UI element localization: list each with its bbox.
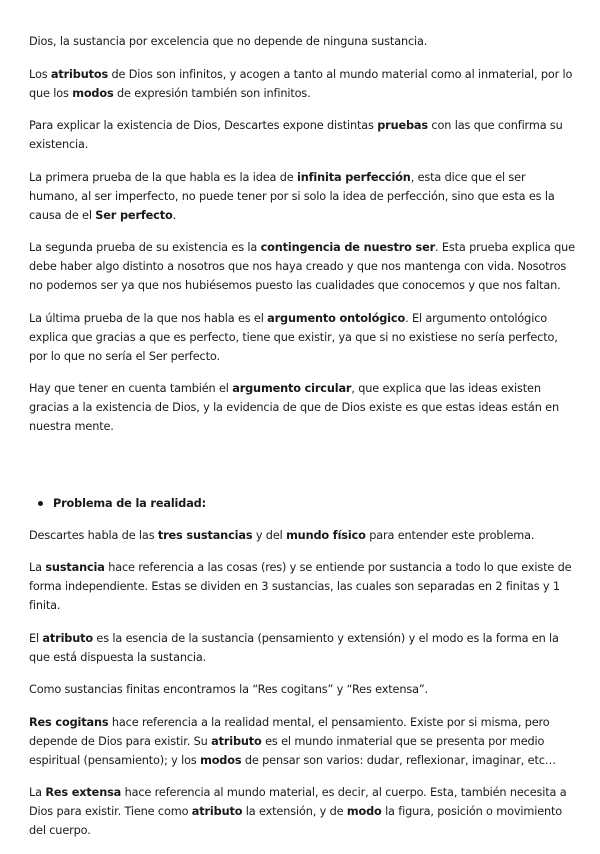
paragraph-substance: La sustancia hace referencia a las cosas (res) y se entiende por sustancia a todo lo que existe de forma independiente. Estas se dividen en 3 sustancias, las cuales son separadas en 2 finitas y 1 finita. xyxy=(29,561,572,612)
bold-term: modos xyxy=(72,86,114,100)
bold-term: infinita perfección xyxy=(297,170,411,184)
bold-term: atributo xyxy=(191,805,243,818)
bold-term: atributo xyxy=(42,631,93,645)
bold-term: Res extensa xyxy=(45,786,122,799)
bold-term: Ser perfecto xyxy=(95,208,173,222)
paragraph-res-extensa: La Res extensa hace referencia al mundo material, es decir, al cuerpo. Esta, también necesita a Dios para existir. Tiene como atributo la extensión, y de modo la figura, posición o movimiento del cuerpo. xyxy=(29,786,567,837)
section-spacer xyxy=(29,450,577,494)
paragraph-finite-substances: Como sustancias finitas encontramos la “Res cogitans” y “Res extensa”. xyxy=(29,683,429,696)
bold-term: atributo xyxy=(211,734,262,748)
paragraph-attribute: El atributo es la esencia de la sustancia (pensamiento y extensión) y el modo es la forma en la que está dispuesta la sustancia. xyxy=(29,631,559,664)
bold-term: argumento ontológico xyxy=(267,311,406,325)
bold-term: sustancia xyxy=(45,561,105,574)
bold-term: modo xyxy=(346,805,382,818)
paragraph-proofs-intro: Para explicar la existencia de Dios, Descartes expone distintas pruebas con las que confirma su existencia. xyxy=(29,119,563,151)
bold-term: argumento circular xyxy=(232,382,352,395)
bold-term: modos xyxy=(200,753,242,767)
paragraph-attributes: Los atributos de Dios son infinitos, y acogen a tanto al mundo material como al inmaterial, por lo que los modos de expresión también son infinitos. xyxy=(29,67,573,100)
section-heading: Problema de la realidad: xyxy=(53,496,206,510)
bold-term: Res cogitans xyxy=(29,715,109,729)
bold-term: pruebas xyxy=(377,119,428,132)
bullet-dot-icon xyxy=(38,501,43,506)
paragraph-first-proof: La primera prueba de la que habla es la idea de infinita perfección, esta dice que el ser humano, al ser imperfecto, no puede tener por si solo la idea de perfección, sino que esta es la causa de el Ser perfecto. xyxy=(29,170,555,222)
document-page xyxy=(29,32,577,854)
paragraph-second-proof: La segunda prueba de su existencia es la contingencia de nuestro ser. Esta prueba explica que debe haber algo distinto a nosotros que nos haya creado y que nos mantenga con vida. Nosotros no podemos ser ya que nos hubiésemos puesto las cualidades que conocemos y que nos faltan. xyxy=(29,241,575,292)
bold-term: mundo físico xyxy=(286,528,366,542)
bold-term: tres sustancias xyxy=(157,528,253,542)
paragraph-god-substance: Dios, la sustancia por excelencia que no depende de ninguna sustancia. xyxy=(29,35,428,48)
bold-term: contingencia de nuestro ser xyxy=(260,241,436,254)
bullet-heading xyxy=(29,494,577,513)
paragraph-third-proof: La última prueba de la que nos habla es el argumento ontológico. El argumento ontológico explica que gracias a que es perfecto, tiene que existir, ya que si no existiese no sería perfecto, por lo que no sería el Ser perfecto. xyxy=(29,311,558,363)
bold-term: atributos xyxy=(50,67,109,81)
paragraph-three-substances: Descartes habla de las tres sustancias y del mundo físico para entender este problema. xyxy=(29,528,535,542)
paragraph-res-cogitans: Res cogitans hace referencia a la realidad mental, el pensamiento. Existe por si misma, pero depende de Dios para existir. Su atributo es el mundo inmaterial que se presenta por medio espiritual (pensamiento); y los modos de pensar son varios: dudar, reflexionar, imaginar, etc… xyxy=(29,715,556,767)
paragraph-circular-argument: Hay que tener en cuenta también el argumento circular, que explica que las ideas existen gracias a la existencia de Dios, y la evidencia de que de Dios existe es que estas ideas están en nuestra mente. xyxy=(29,382,559,433)
